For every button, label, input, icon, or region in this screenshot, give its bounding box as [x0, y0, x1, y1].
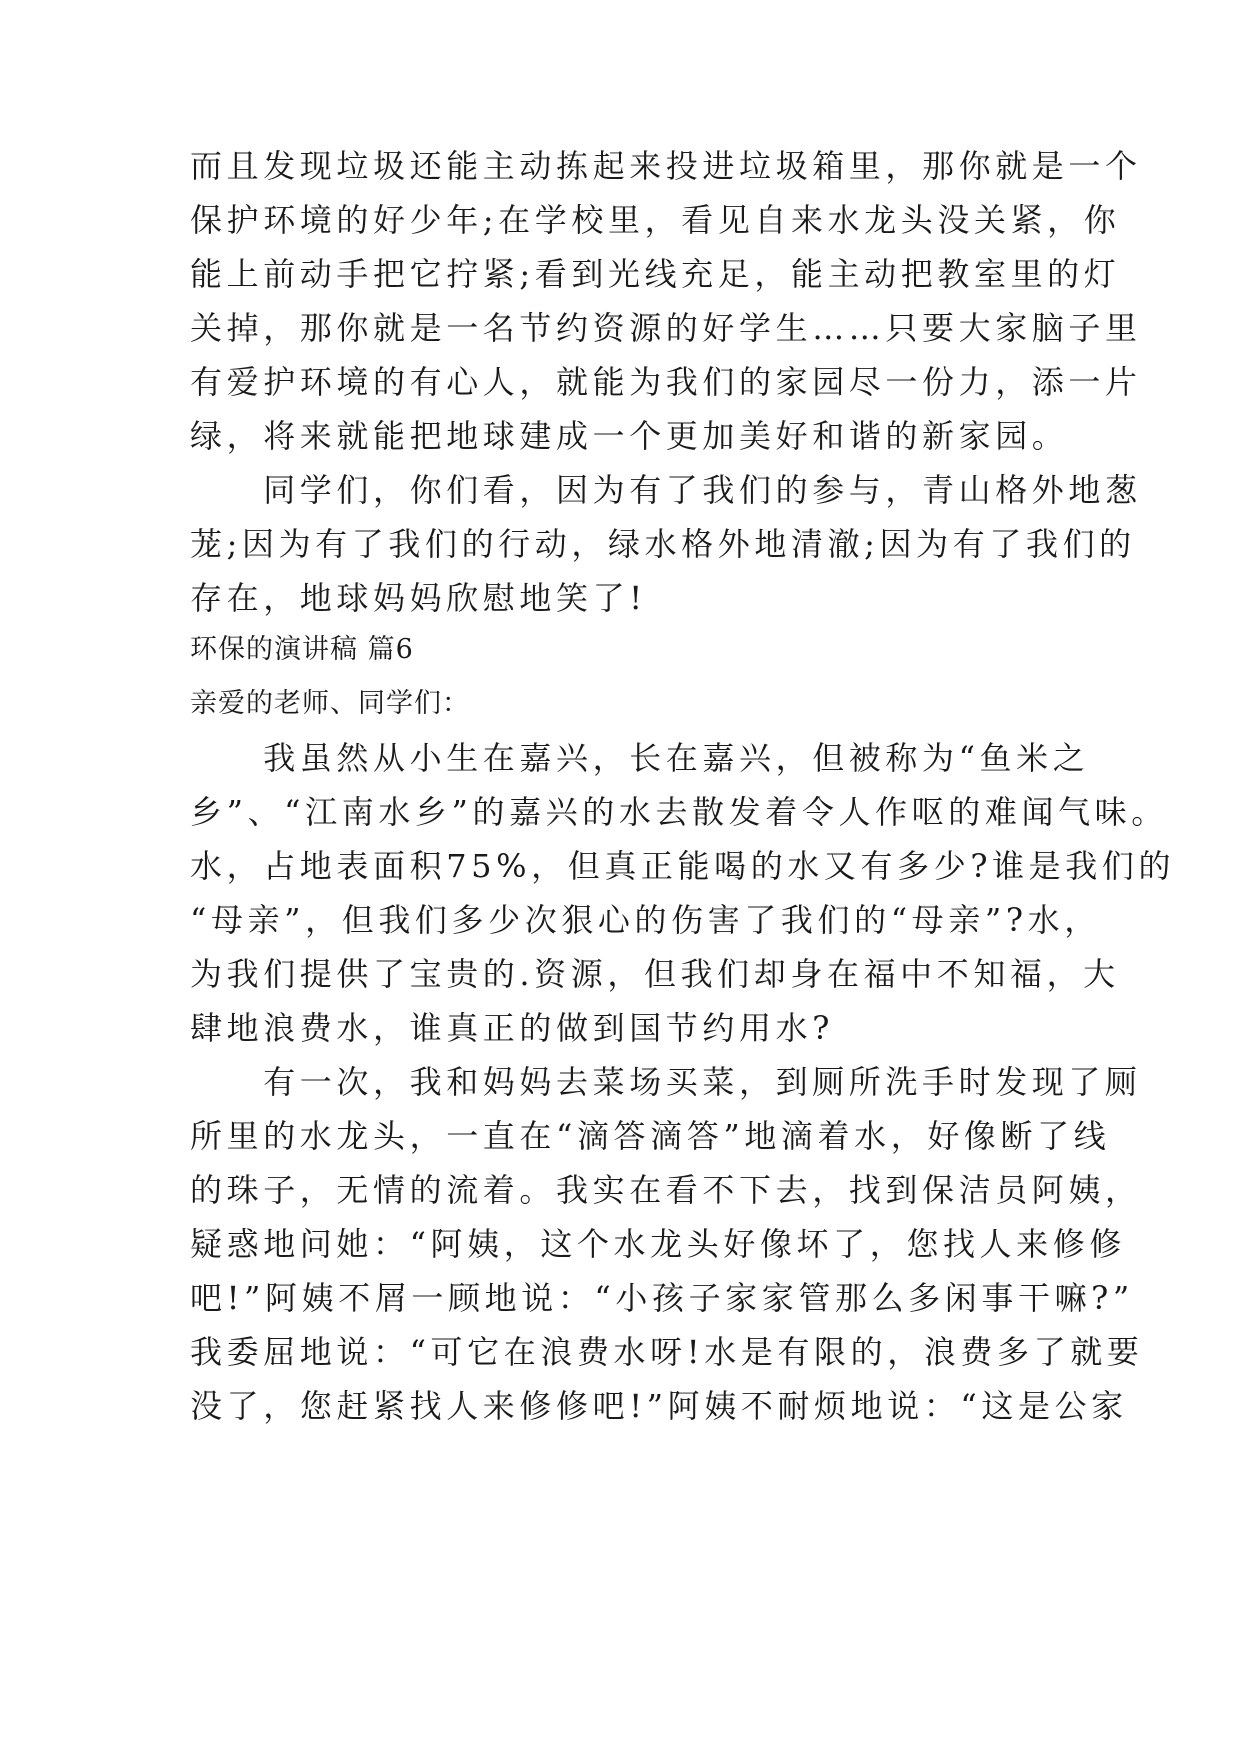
text-line: 有一次，我和妈妈去菜场买菜，到厕所洗手时发现了厕 [190, 1063, 1142, 1101]
text-line: 吧!”阿姨不屑一顾地说：“小孩子家家管那么多闲事干嘛?” [190, 1279, 1134, 1317]
text-line: 保护环境的好少年;在学校里，看见自来水龙头没关紧，你 [190, 201, 1121, 239]
text-line: 我委屈地说：“可它在浪费水呀!水是有限的，浪费多了就要 [190, 1333, 1144, 1371]
text-line: 水，占地表面积75%，但真正能喝的水又有多少?谁是我们的 [190, 847, 1176, 885]
section-heading: 环保的演讲稿 篇6 [190, 634, 414, 665]
text-line: “母亲”，但我们多少次狠心的伤害了我们的“母亲”?水， [190, 901, 1101, 939]
text-line: 疑惑地问她：“阿姨，这个水龙头好像坏了，您找人来修修 [190, 1225, 1126, 1263]
text-line: 而且发现垃圾还能主动拣起来投进垃圾箱里，那你就是一个 [190, 147, 1142, 185]
text-line: 没了，您赶紧找人来修修吧!”阿姨不耐烦地说：“这是公家 [190, 1387, 1128, 1425]
text-line: 关掉，那你就是一名节约资源的好学生……只要大家脑子里 [190, 309, 1142, 347]
text-line: 我虽然从小生在嘉兴，长在嘉兴，但被称为“鱼米之 [190, 739, 1090, 777]
text-line: 为我们提供了宝贵的.资源，但我们却身在福中不知福，大 [190, 955, 1120, 993]
text-line: 的珠子，无情的流着。我实在看不下去，找到保洁员阿姨， [190, 1171, 1142, 1209]
text-line: 存在，地球妈妈欣慰地笑了! [190, 579, 647, 617]
text-line: 能上前动手把它拧紧;看到光线充足，能主动把教室里的灯 [190, 255, 1121, 293]
text-line: 绿，将来就能把地球建成一个更加美好和谐的新家园。 [190, 417, 1069, 455]
text-line: 有爱护环境的有心人，就能为我们的家园尽一份力，添一片 [190, 363, 1142, 401]
text-line: 所里的水龙头，一直在“滴答滴答”地滴着水，好像断了线 [190, 1117, 1111, 1155]
salutation: 亲爱的老师、同学们： [190, 688, 470, 719]
text-line: 乡”、“江南水乡”的嘉兴的水去散发着令人作呕的难闻气味。 [190, 793, 1168, 831]
text-line: 同学们，你们看，因为有了我们的参与，青山格外地葱 [190, 471, 1142, 509]
text-line: 肆地浪费水，谁真正的做到国节约用水? [190, 1009, 834, 1047]
text-line: 茏;因为有了我们的行动，绿水格外地清澈;因为有了我们的 [190, 525, 1136, 563]
